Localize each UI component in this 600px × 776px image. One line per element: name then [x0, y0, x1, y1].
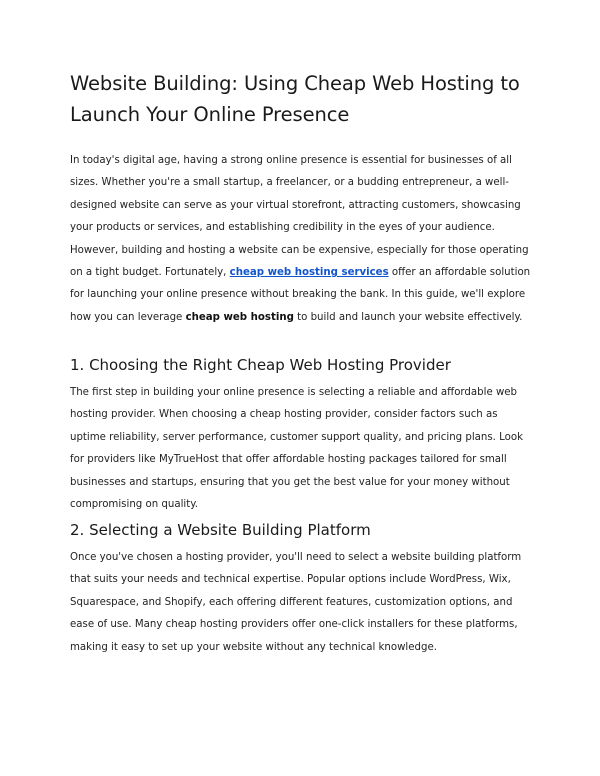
cheap-web-hosting-link[interactable]: cheap web hosting services [229, 267, 389, 279]
intro-text-3: to build and launch your website effectively. [293, 311, 523, 323]
section-heading-building-platform: 2. Selecting a Website Building Platform [70, 521, 371, 539]
intro-paragraph [70, 150, 532, 329]
section-body-hosting-provider: The first step in building your online presence is selecting a reliable and affordable web hosting provider. When choosing a cheap hosting provider, consider factors such as uptime reliability, server performance, customer support quality, and pricing plans. Look for providers like MyTrueHost that offer affordable hosting packages tailored for small businesses and startups, ensuring that you get the best value for your money without compromising on quality. [70, 387, 523, 511]
intro-text-2: offer an affordable solution for launching your online presence without breaking the bank. In this guide, we'll explore how you can leverage [70, 267, 531, 323]
section-heading-hosting-provider: 1. Choosing the Right Cheap Web Hosting Provider [70, 356, 451, 374]
intro-bold-keyword: cheap web hosting [185, 311, 294, 323]
page-title: Website Building: Using Cheap Web Hosting to Launch Your Online Presence [70, 72, 520, 126]
intro-text-1: In today's digital age, having a strong online presence is essential for businesses of all sizes. Whether you're a small startup, a freelancer, or a budding entrepreneur, a well-designed website can serve as your virtual storefront, attracting customers, showcasing your products or services, and establishing credibility in the eyes of your audience. However, building and hosting a website can be expensive, especially for those operating on a tight budget. Fortunately, [70, 155, 529, 279]
section-body-building-platform: Once you've chosen a hosting provider, you'll need to select a website building platform that suits your needs and technical expertise. Popular options include WordPress, Wix, Squarespace, and Shopify, each offering different features, customization options, and ease of use. Many cheap hosting providers offer one-click installers for these platforms, making it easy to set up your website without any technical knowledge. [70, 552, 522, 653]
